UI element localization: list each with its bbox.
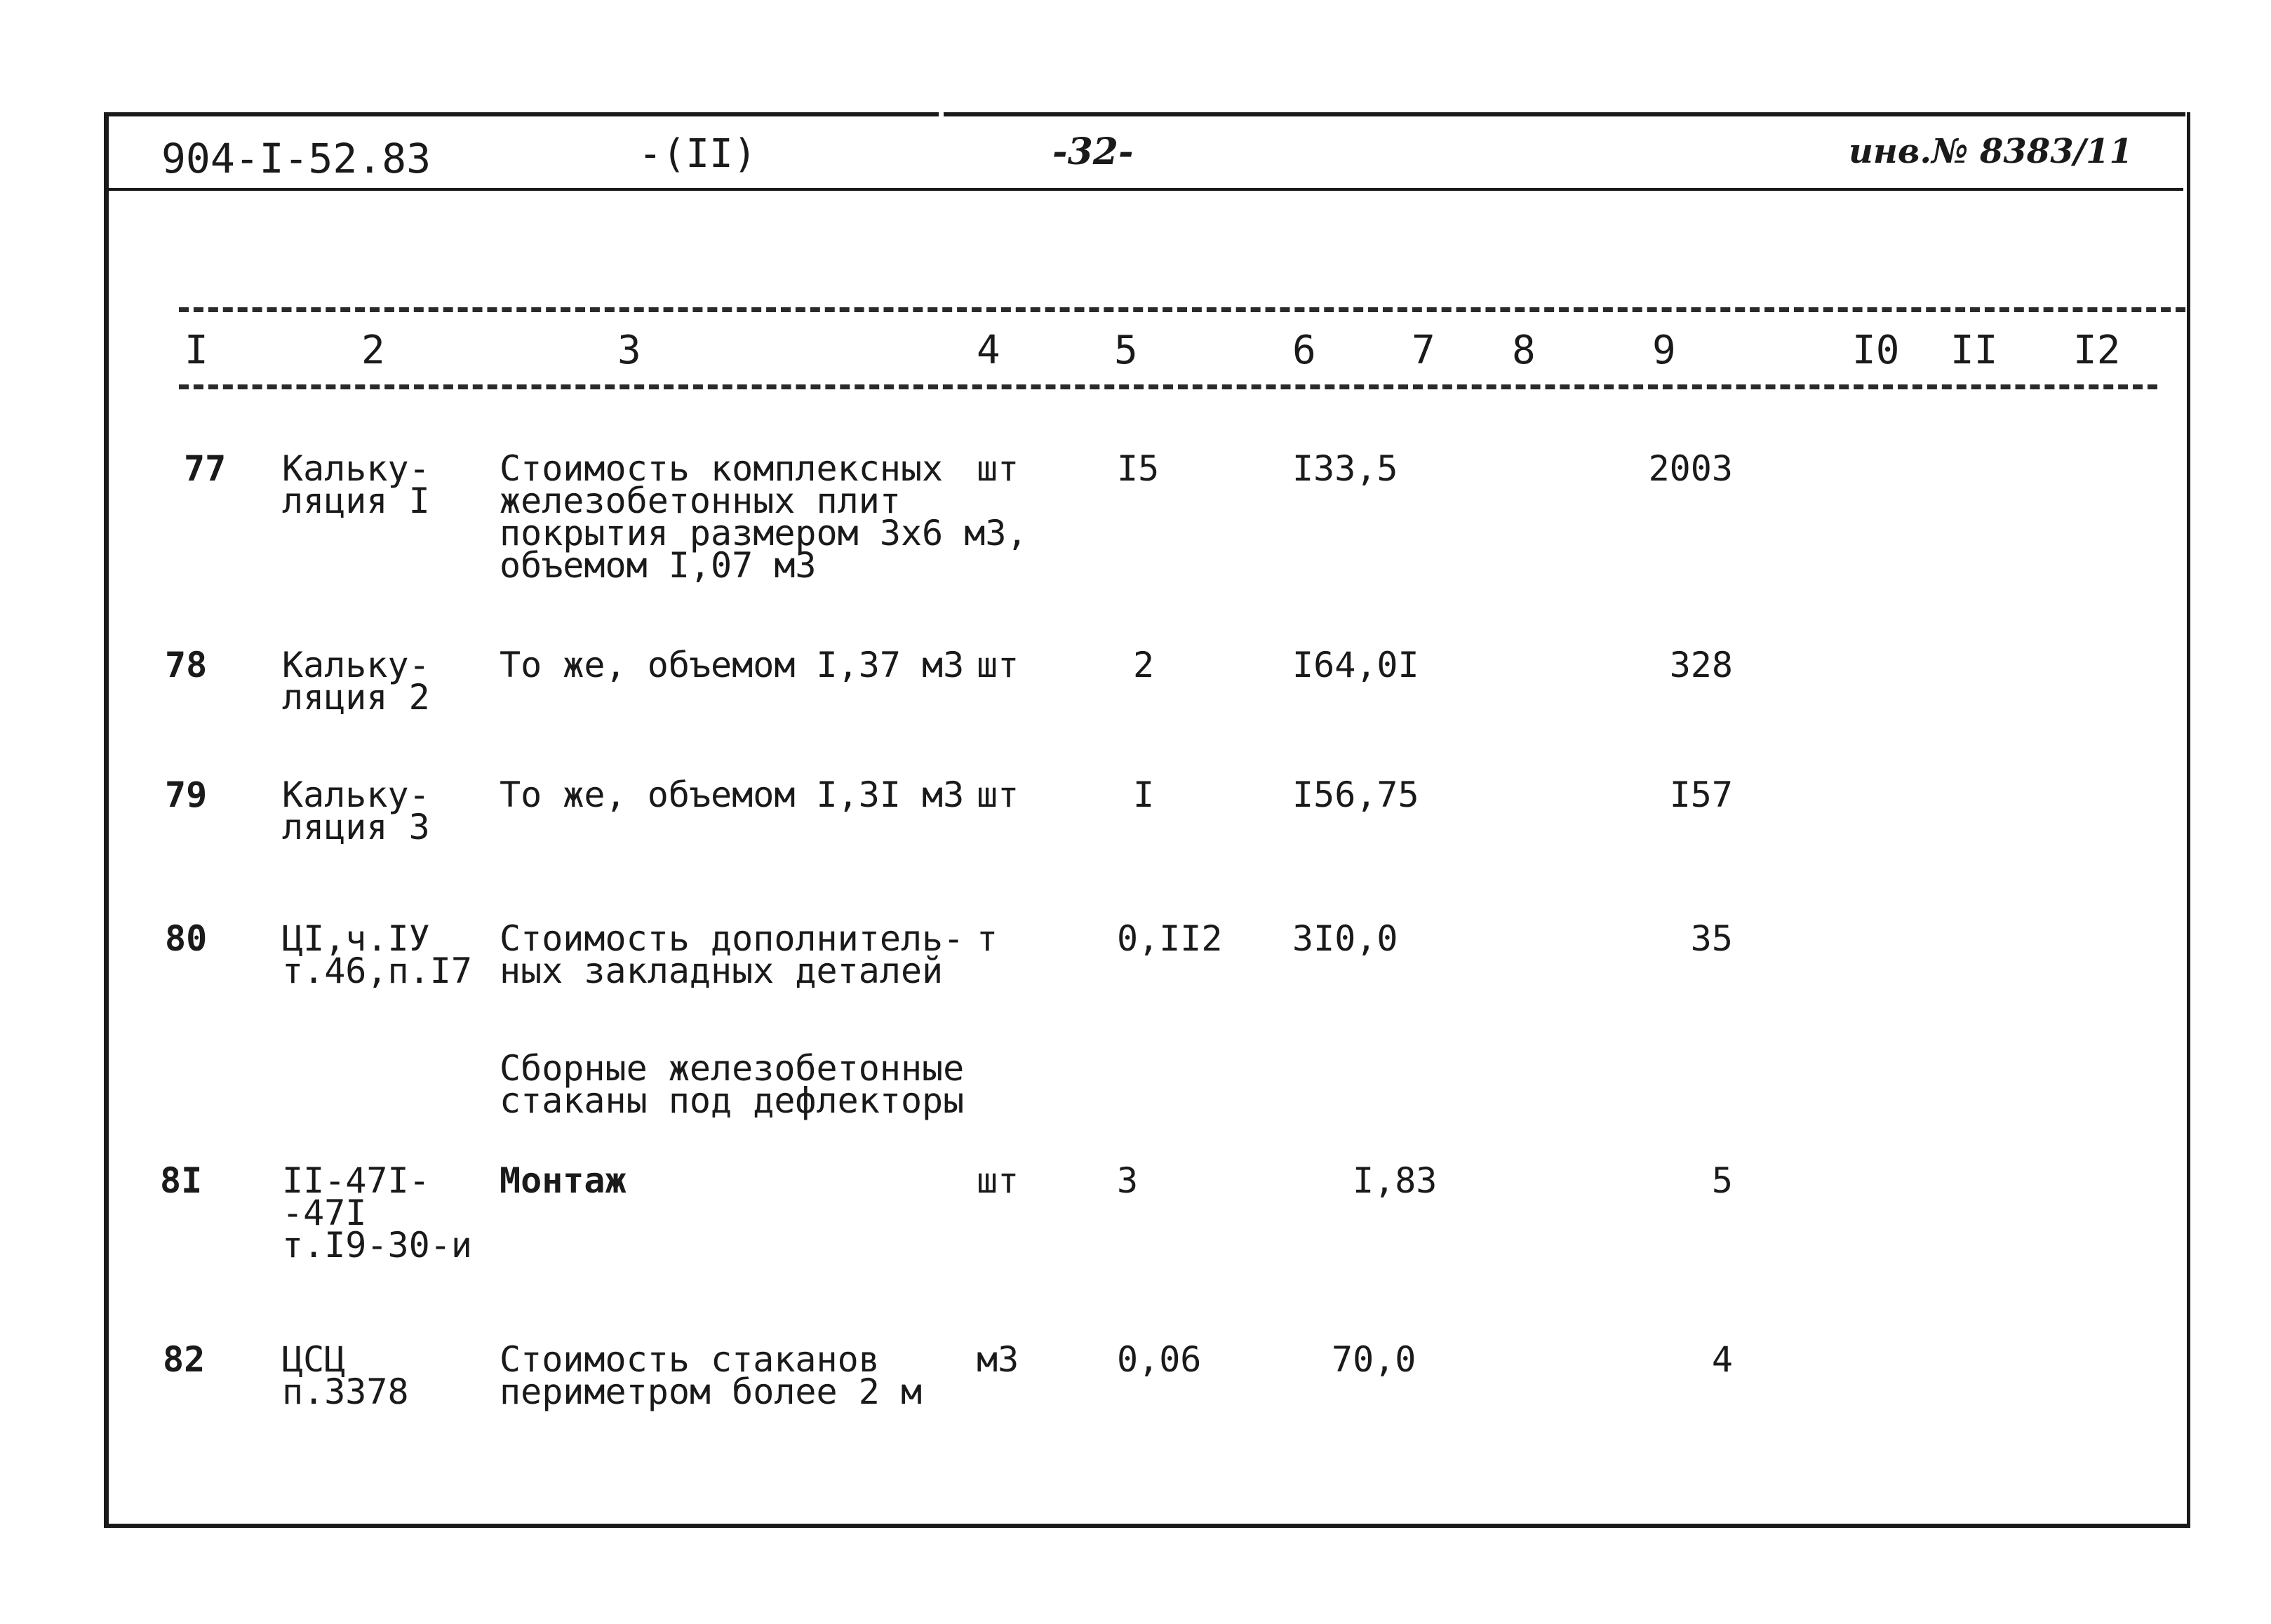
column-number-2: 2	[361, 328, 385, 373]
row-77-quantity: I5	[1117, 448, 1160, 489]
column-number-9: 9	[1652, 328, 1676, 373]
row-82-unit-price: 70,0	[1332, 1339, 1416, 1380]
row-78-unit-price: I64,0I	[1292, 645, 1419, 685]
row-82-total: 4	[1711, 1339, 1733, 1380]
row-78-total: 328	[1669, 645, 1733, 685]
part-number: -(II)	[638, 131, 757, 177]
row-79-unit-price: I56,75	[1292, 774, 1419, 815]
row-79-unit: шт	[977, 774, 1019, 815]
row-82-quantity: 0,06	[1117, 1339, 1202, 1380]
column-number-8: 8	[1512, 328, 1536, 373]
column-number-12: I2	[2073, 328, 2121, 373]
row-81-total: 5	[1711, 1160, 1733, 1201]
column-header-bottom-rule	[179, 384, 2157, 389]
row-79-description: То же, объемом I,3I м3	[500, 774, 965, 815]
row-81-quantity: 3	[1117, 1160, 1139, 1201]
column-number-11: II	[1950, 328, 1998, 373]
row-82-description: Стоимость стаканов периметром более 2 м	[500, 1339, 923, 1412]
row-77-total: 2003	[1648, 448, 1733, 489]
column-number-7: 7	[1412, 328, 1435, 373]
column-header-top-rule	[179, 307, 2185, 312]
row-78-reference: Кальку- ляция 2	[282, 645, 430, 718]
row-79-total: I57	[1669, 774, 1733, 815]
row-80-description: Стоимость дополнитель- ных закладных деталей	[500, 918, 965, 991]
inventory-number: инв.№ 8383/11	[1849, 132, 2133, 171]
frame-top-line-right	[944, 112, 2185, 116]
section-heading: Сборные железобетонные стаканы под дефлекторы	[500, 1048, 965, 1121]
row-82-reference: ЦСЦ п.3378	[282, 1339, 409, 1412]
row-80-total: 35	[1690, 918, 1733, 959]
row-82-number: 82	[163, 1339, 206, 1380]
row-81-description: Монтаж	[500, 1160, 627, 1201]
row-79-number: 79	[165, 774, 208, 815]
column-number-10: I0	[1852, 328, 1900, 373]
row-81-unit-price: I,83	[1353, 1160, 1438, 1201]
row-77-reference: Кальку- ляция I	[282, 448, 430, 521]
row-80-unit: т	[977, 918, 998, 959]
column-number-6: 6	[1292, 328, 1316, 373]
row-78-description: То же, объемом I,37 м3	[500, 645, 965, 685]
row-81-reference: II-47I- -47I т.I9-30-и	[282, 1160, 472, 1266]
header-divider	[109, 188, 2183, 191]
row-81-unit: шт	[977, 1160, 1019, 1201]
row-80-number: 80	[165, 918, 208, 959]
column-number-5: 5	[1114, 328, 1138, 373]
column-number-1: I	[185, 328, 208, 373]
column-number-3: 3	[617, 328, 641, 373]
row-80-reference: ЦI,ч.IУ т.46,п.I7	[282, 918, 472, 991]
row-79-quantity: I	[1133, 774, 1155, 815]
row-78-quantity: 2	[1133, 645, 1155, 685]
row-77-number: 77	[184, 448, 227, 489]
row-77-unit-price: I33,5	[1292, 448, 1398, 489]
row-78-unit: шт	[977, 645, 1019, 685]
row-77-unit: шт	[977, 448, 1019, 489]
row-80-unit-price: 3I0,0	[1292, 918, 1398, 959]
row-79-reference: Кальку- ляция 3	[282, 774, 430, 847]
row-77-description: Стоимость комплексных железобетонных плит покрытия размером 3х6 м3, объемом I,07 м3	[500, 448, 1028, 586]
doc-code: 904-I-52.83	[161, 135, 431, 182]
frame-top-line-left	[104, 112, 939, 116]
row-78-number: 78	[165, 645, 208, 685]
page-number: -32-	[1052, 130, 1134, 173]
row-80-quantity: 0,II2	[1117, 918, 1223, 959]
row-82-unit: м3	[977, 1339, 1019, 1380]
row-81-number: 8I	[160, 1160, 203, 1201]
column-number-4: 4	[977, 328, 1000, 373]
